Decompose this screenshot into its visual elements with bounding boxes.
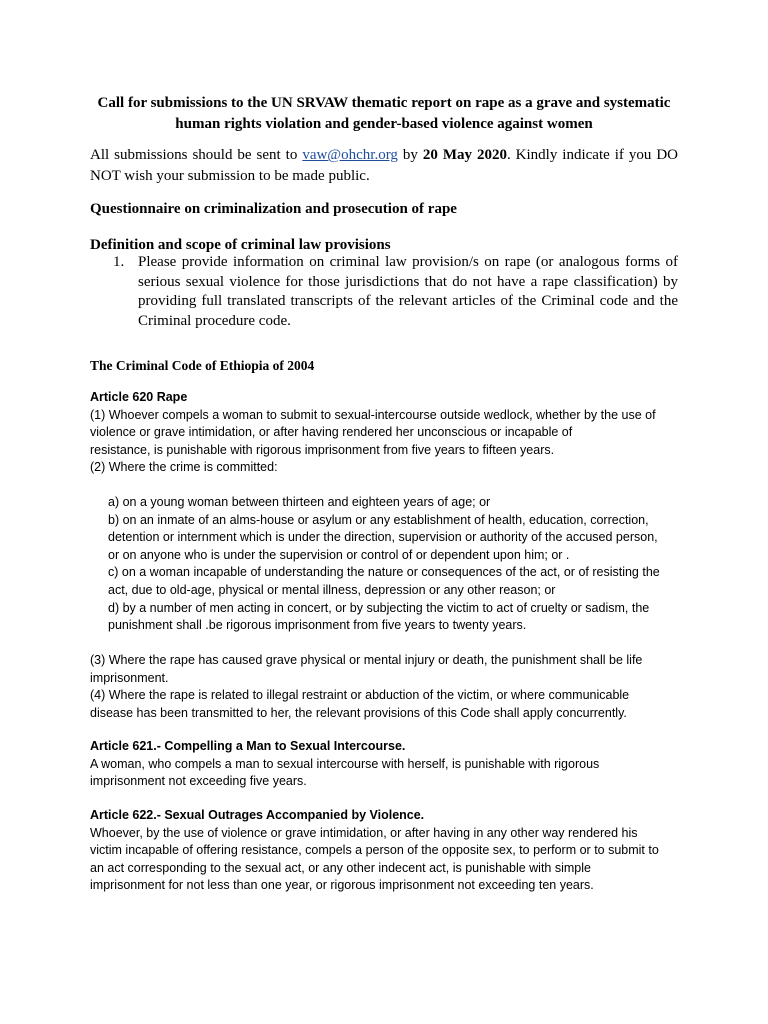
article-line: imprisonment for not less than one year, or rigorous imprisonment not exceeding ten years.: [90, 878, 594, 893]
definition-heading: Definition and scope of criminal law provisions: [90, 237, 391, 253]
email-link[interactable]: vaw@ohchr.org: [302, 147, 398, 163]
subitem-line: a) on a young woman between thirteen and eighteen years of age; or: [108, 495, 491, 509]
submission-mid: by: [397, 147, 423, 163]
subitem-line: punishment shall .be rigorous imprisonment from five years to twenty years.: [108, 618, 527, 633]
article-line: resistance, is punishable with rigorous imprisonment from five years to fifteen years.: [90, 442, 555, 457]
article-line: (2) Where the crime is committed:: [90, 460, 278, 475]
article-line: imprisonment not exceeding five years.: [90, 774, 307, 789]
article-line: disease has been transmitted to her, the relevant provisions of this Code shall apply concurrently.: [90, 705, 627, 720]
article-line: violence or grave intimidation, or after having rendered her unconscious or incapable of: [90, 425, 573, 440]
subitem-line: b) on an inmate of an alms-house or asylum or any establishment of health, education, correction,: [108, 512, 649, 527]
article-line: Whoever, by the use of violence or grave intimidation, or after having in any other way rendered his: [90, 825, 638, 840]
article-line: (3) Where the rape has caused grave physical or mental injury or death, the punishment shall be life: [90, 653, 643, 667]
article-621-heading: Article 621.- Compelling a Man to Sexual Intercourse.: [90, 739, 406, 753]
article-line: an act corresponding to the sexual act, or any other indecent act, is punishable with simple: [90, 860, 591, 875]
subitem-line: act, due to old-age, physical or mental illness, depression or any other reason; or: [108, 582, 556, 597]
article-line: imprisonment.: [90, 670, 169, 685]
article-620: [90, 389, 656, 477]
questionnaire-heading: Questionnaire on criminalization and prosecution of rape: [90, 201, 457, 217]
article-620-clauses: [90, 652, 642, 722]
article-line: A woman, who compels a man to sexual intercourse with herself, is punishable with rigorous: [90, 756, 600, 771]
question-number: 1.: [113, 254, 125, 270]
submission-date: 20 May 2020: [422, 147, 507, 163]
question-text: Please provide information on criminal law provision/s on rape (or analogous forms of serious sexual violence for those jurisdictions that do not have a rape classification) by providing full translated transcripts of the relevant articles of the Criminal code and the Criminal procedure code.: [138, 254, 678, 329]
submission-prefix: All submissions should be sent to: [90, 147, 303, 163]
subitem-line: detention or internment which is under the direction, supervision or authority of the accused person,: [108, 530, 658, 545]
article-line: (1) Whoever compels a woman to submit to sexual-intercourse outside wedlock, whether by the use of: [90, 407, 656, 422]
submission-suffix: . Kindly indicate if you DO NOT wish your submission to be made public.: [90, 147, 678, 184]
subitem-line: c) on a woman incapable of understanding the nature or consequences of the act, or of resisting the: [108, 565, 660, 580]
code-title: The Criminal Code of Ethiopia of 2004: [90, 358, 315, 373]
document-title: Call for submissions to the UN SRVAW thematic report on rape as a grave and systematic human rights violation and gender-based violence against women: [97, 95, 671, 132]
article-622: [90, 807, 659, 895]
subitem-line: d) by a number of men acting in concert, or by subjecting the victim to act of cruelty or sadism, the: [108, 600, 650, 615]
article-621: [90, 738, 599, 791]
subitem-line: or on anyone who is under the supervision or control of or dependent upon him; or .: [108, 547, 570, 562]
question-item-1: [90, 253, 678, 331]
submission-paragraph: [90, 145, 678, 187]
article-622-heading: Article 622.- Sexual Outrages Accompanied by Violence.: [90, 808, 425, 822]
article-620-subitems: [108, 494, 660, 635]
article-line: victim incapable of offering resistance, compels a person of the opposite sex, to perform or to submit to: [90, 843, 659, 858]
article-line: (4) Where the rape is related to illegal restraint or abduction of the victim, or where communicable: [90, 688, 630, 703]
article-620-heading: Article 620 Rape: [90, 390, 188, 404]
